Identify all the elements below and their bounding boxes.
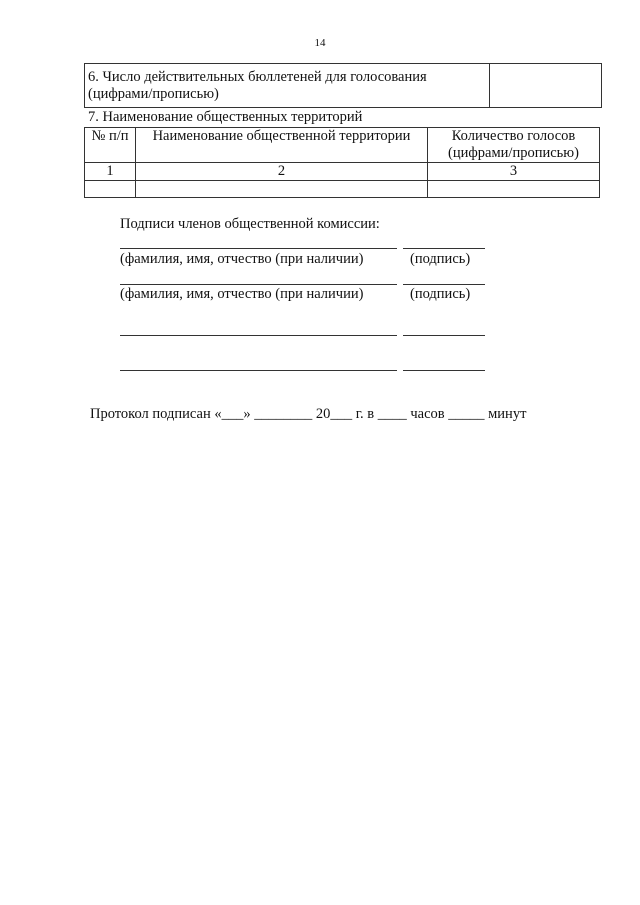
table-row — [85, 181, 600, 198]
signature-label: (подпись) — [410, 286, 471, 302]
name-label: (фамилия, имя, отчество (при наличии) — [120, 286, 364, 302]
table-row — [85, 64, 602, 108]
name-line — [120, 335, 397, 336]
signature-line — [403, 370, 485, 371]
header-territory-name: Наименование общественной территории — [136, 128, 428, 163]
column-number-2: 2 — [136, 163, 428, 181]
valid-ballots-value — [490, 64, 602, 108]
table-cell — [428, 181, 600, 198]
signature-label: (подпись) — [410, 251, 471, 267]
name-line — [120, 284, 397, 285]
table-numbering-row — [85, 163, 600, 181]
signature-line — [403, 335, 485, 336]
name-line — [120, 370, 397, 371]
signatures-heading: Подписи членов общественной комиссии: — [120, 216, 380, 232]
header-number: № п/п — [85, 128, 136, 163]
table-cell — [85, 181, 136, 198]
ballots-table — [84, 63, 602, 108]
name-line — [120, 248, 397, 249]
territories-table — [84, 127, 600, 198]
header-votes: Количество голосов (цифрами/прописью) — [428, 128, 600, 163]
table-header-row — [85, 128, 600, 163]
name-label: (фамилия, имя, отчество (при наличии) — [120, 251, 364, 267]
table-cell — [136, 181, 428, 198]
column-number-3: 3 — [428, 163, 600, 181]
protocol-signed-line: Протокол подписан «___» ________ 20___ г. в ____ часов _____ минут — [90, 406, 527, 422]
section-7-title: 7. Наименование общественных территорий — [88, 109, 363, 125]
signature-line — [403, 284, 485, 285]
signature-line — [403, 248, 485, 249]
page-number: 14 — [314, 37, 326, 49]
column-number-1: 1 — [85, 163, 136, 181]
valid-ballots-label: 6. Число действительных бюллетеней для голосования (цифрами/прописью) — [85, 64, 490, 108]
